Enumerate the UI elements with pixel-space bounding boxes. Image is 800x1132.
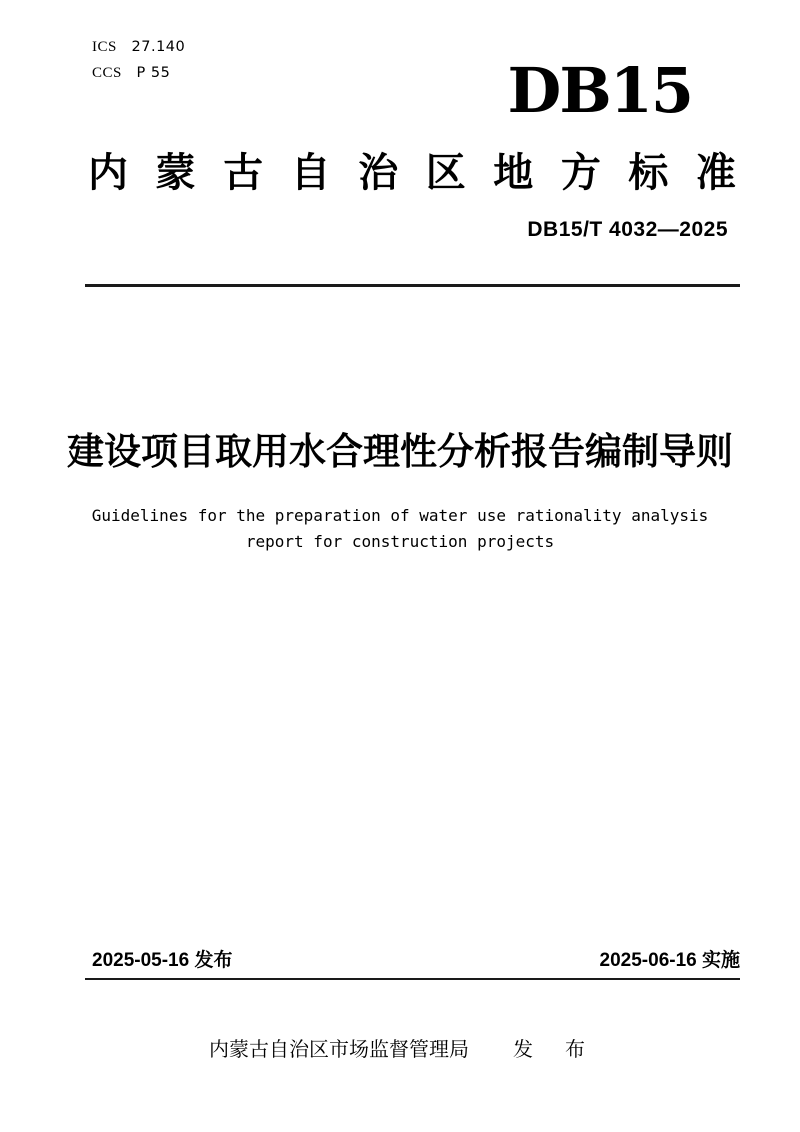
header-divider bbox=[85, 284, 740, 287]
implement-date: 2025-06-16 实施 bbox=[599, 950, 740, 971]
ics-code-line bbox=[92, 34, 185, 60]
ics-label: ICS bbox=[92, 39, 117, 55]
standard-type-char: 古 bbox=[223, 151, 264, 195]
footer-divider bbox=[85, 978, 740, 980]
standard-type-heading bbox=[88, 150, 736, 196]
document-title-chinese: 建设项目取用水合理性分析报告编制导则 bbox=[67, 431, 733, 472]
standard-type-char: 标 bbox=[628, 151, 669, 195]
english-title-line1: Guidelines for the preparation of water use rationality analysis bbox=[91, 506, 709, 525]
publisher-footer bbox=[0, 1036, 800, 1064]
standard-type-char: 治 bbox=[358, 151, 399, 195]
standard-type-char: 准 bbox=[695, 151, 736, 195]
ccs-code-line bbox=[92, 60, 185, 86]
ccs-label: CCS bbox=[92, 65, 122, 81]
dates-row bbox=[92, 948, 740, 974]
ccs-value: P 55 bbox=[136, 65, 171, 81]
db15-logo: DB15 bbox=[507, 54, 692, 127]
issue-date: 2025-05-16 发布 bbox=[92, 950, 233, 971]
ics-value: 27.140 bbox=[131, 39, 186, 55]
publish-label: 发 布 bbox=[513, 1039, 591, 1061]
publisher-name: 内蒙古自治区市场监督管理局 bbox=[209, 1039, 469, 1061]
standard-type-char: 方 bbox=[560, 151, 601, 195]
standard-type-char: 区 bbox=[425, 151, 466, 195]
classification-codes bbox=[92, 34, 185, 86]
standard-number: DB15/T 4032—2025 bbox=[527, 218, 728, 241]
standard-type-char: 自 bbox=[290, 151, 331, 195]
english-title-line2: report for construction projects bbox=[245, 532, 555, 551]
standard-type-char: 内 bbox=[88, 151, 128, 195]
standard-type-char: 地 bbox=[493, 151, 534, 195]
standard-type-char: 蒙 bbox=[155, 151, 196, 195]
document-title-english bbox=[0, 503, 800, 555]
